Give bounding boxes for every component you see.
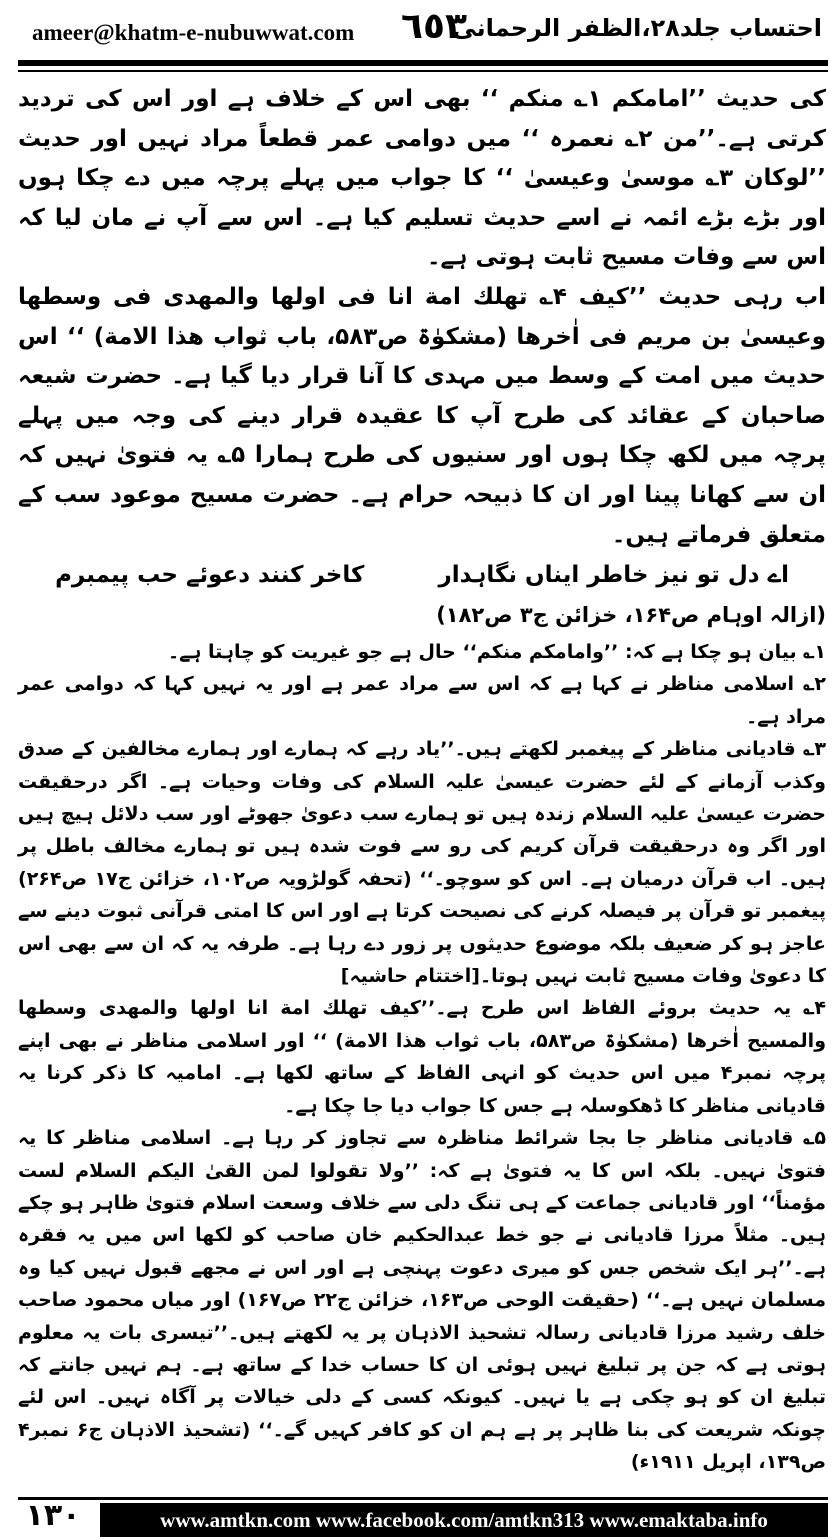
footer-page-number: ۱۳۰ [25,1498,81,1533]
footnotes [18,636,826,1479]
footer-links[interactable]: www.amtkn.com www.facebook.com/amtkn313 www.emaktaba.info [100,1503,828,1537]
footnote-4: ۴؎ یہ حدیث بروئے الفاظ اس طرح ہے۔’’کیف تھلك امة انا اولھا والمھدی وسطھا والمسیح اٰخرھا (مشکوٰۃ ص۵۸۳، باب ثواب ھذا الامة) ‘‘ اور اسلامی مناظر نے بھی اپنے پرچہ نمبر۴ میں اس حدیث کو انہی الفاظ کے ساتھ لکھا ہے۔ امامیہ کا ذکر کرنا یہ قادیانی مناظر کا ڈھکوسلہ ہے جس کا جواب دیا جا چکا ہے۔ [18,997,826,1117]
couplet-line-1: اے دل تو نیز خاطر ایناں نگاہدار [438,562,789,589]
footer-rule [18,1497,828,1500]
couplet-reference: (ازالہ اوہام ص۱۶۴، خزائن ج۳ ص۱۸۲) [436,603,826,628]
page-header [18,0,828,62]
body-paragraph-1: کی حدیث ’’امامکم ۱؎ منکم ‘‘ بھی اس کے خلاف ہے اور اس کی تردید کرتی ہے۔’’من ۲؎ نعمرہ ‘‘ میں دوامی عمر قطعاً مراد نہیں اور حدیث ’’لوکان ۳؎ موسیٰ وعیسیٰ ‘‘ کا جواب میں پہلے پرچہ میں دے چکا ہوں اور بڑے بڑے ائمہ نے اسے حدیث تسلیم کیا ہے۔ اس سے آپ نے مان لیا کہ اس سے وفات مسیح ثابت ہوتی ہے۔ [18,86,827,271]
footnote-2: ۲؎ اسلامی مناظر نے کہا ہے کہ اس سے مراد عمر ہے اور یہ نہیں کہا کہ دوامی عمر مراد ہے۔ [18,673,826,728]
header-rule-thick [18,60,828,66]
footnote-1: ۱؎ بیان ہو چکا ہے کہ: ’’وامامکم منکم‘‘ حال ہے جو غیریت کو چاہتا ہے۔ [167,641,826,663]
footnote-3: ۳؎ قادیانی مناظر کے پیغمبر لکھتے ہیں۔’’یاد رہے کہ ہمارے اور ہمارے مخالفین کے صدق وکذب آزمانے کے لئے حضرت عیسیٰ علیہ السلام کی وفات وحیات ہے۔ اگر درحقیقت حضرت عیسیٰ علیہ السلام زندہ ہیں تو ہمارے سب دعویٰ جھوٹے اور سب دلائل ہیچ ہیں اور اگر وہ درحقیقت قرآن کریم کی رو سے فوت شدہ ہیں تو ہمارے مخالف باطل پر ہیں۔ اب قرآن درمیان ہے۔ اس کو سوچو۔‘‘ (تحفہ گولڑویہ ص۱۰۲، خزائن ج۱۷ ص۲۶۴) پیغمبر تو قرآن پر فیصلہ کرنے کی نصیحت کرتا ہے اور اس کا امتی قرآنی ثبوت دینے سے عاجز ہو کر ضعیف بلکہ موضوع حدیثوں پر زور دے رہا ہے۔ طرفہ یہ کہ ان سے بھی اس کا دعویٰ وفات مسیح ثابت نہیں ہوتا۔[اختتام حاشیہ] [18,738,826,988]
main-text [18,80,826,635]
header-page-number: ٦٥٣ [401,6,467,47]
header-email: ameer@khatm-e-nubuwwat.com [32,20,355,45]
persian-couplet [18,555,826,595]
header-rule-thin [18,70,828,72]
couplet-line-2: کاخر کنند دعوئے حب پیمبرم [55,562,365,589]
header-title: احتساب جلد۲۸،الظفر الرحمانی [452,14,822,42]
footnote-5: ۵؎ قادیانی مناظر جا بجا شرائط مناظرہ سے تجاوز کر رہا ہے۔ اسلامی مناظر کا یہ فتویٰ نہیں۔ بلکہ اس کا یہ فتویٰ ہے کہ: ’’ولا تقولوا لمن القیٰ الیکم السلام لست مؤمناً‘‘ اور قادیانی جماعت کے ہی تنگ دلی سے خلاف وسعت اسلام فتویٰ ظاہر ہو چکے ہیں۔ مثلاً مرزا قادیانی نے جو خط عبدالحکیم خان صاحب کو لکھا اس میں یہ فقرہ ہے۔’’ہر ایک شخص جس کو میری دعوت پہنچی ہے اور اس نے مجھے قبول نہیں کیا وہ مسلمان نہیں ہے۔‘‘ (حقیقت الوحی ص۱۶۳، خزائن ج۲۲ ص۱۶۷) اور میاں محمود صاحب خلف رشید مرزا قادیانی رسالہ تشحیذ الاذہان پر یہ لکھتے ہیں۔’’تیسری بات یہ معلوم ہوتی ہے کہ جن پر تبلیغ نہیں ہوئی ان کا حساب خدا کے ساتھ ہے۔ ہم نہیں جانتے کہ تبلیغ ان کو ہو چکی ہے یا نہیں۔ کیونکہ کسی کے دلی خیالات پر آگاہ نہیں۔ اس لئے چونکہ شریعت کی بنا ظاہر پر ہے ہم ان کو کافر کہیں گے۔‘‘ (تشحیذ الاذہان ج۶ نمبر۴ ص۱۳۹، اپریل ۱۹۱۱ء) [18,1127,826,1474]
body-paragraph-2: اب رہی حدیث ’’کیف ۴؎ تھلك امة انا فی اولھا والمھدی فی وسطھا وعیسیٰ بن مریم فی اٰخرھا (مشکوٰۃ ص۵۸۳، باب ثواب ھذا الامة) ‘‘ اس حدیث میں امت کے وسط میں مہدی کا آنا قرار دیا گیا ہے۔ حضرت شیعہ صاحبان کے عقائد کی طرح آپ کا عقیدہ قرار دینے کی وجہ میں پہلے پرچہ میں لکھ چکا ہوں اور سنیوں کی طرح ہمارا ۵؎ یہ فتویٰ نہیں کہ ان سے کھانا پینا اور ان کا ذبیحہ حرام ہے۔ حضرت مسیح موعود سب کے متعلق فرماتے ہیں۔ [18,283,826,548]
